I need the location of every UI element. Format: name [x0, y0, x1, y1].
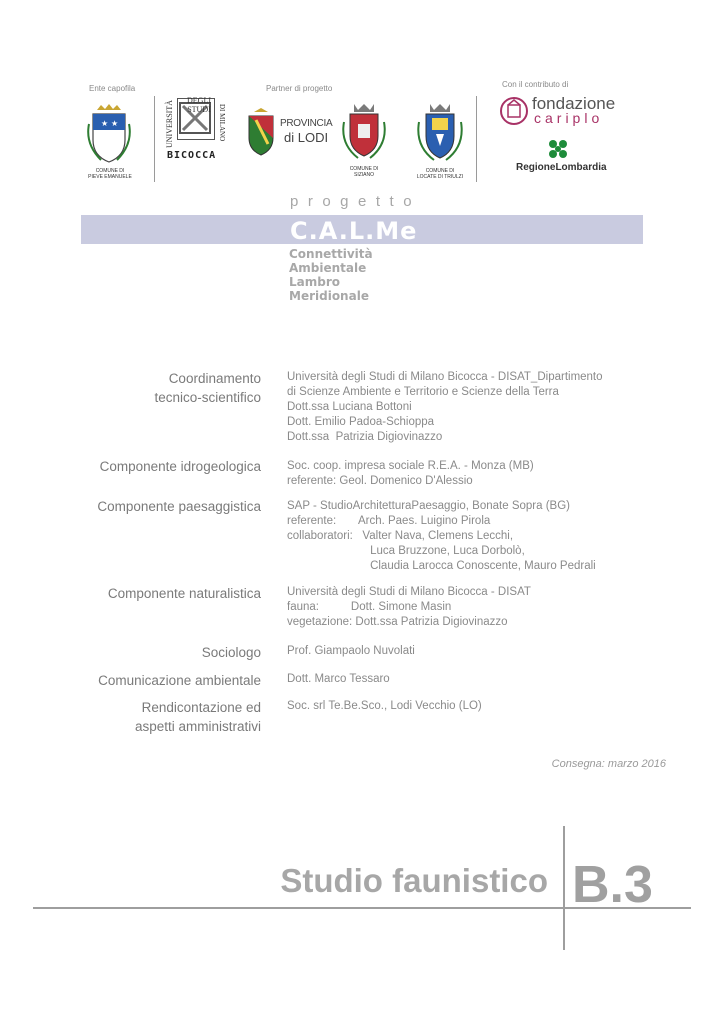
locate-triulzi-crest-icon — [414, 102, 466, 162]
project-word: progetto — [290, 193, 422, 210]
project-line: Ambientale — [289, 261, 367, 275]
project-line: Lambro — [289, 275, 340, 289]
credit-info: Dott. Marco Tessaro — [287, 673, 390, 685]
regione-lombardia-rose-icon — [547, 138, 569, 160]
credit-role: Rendicontazione ed aspetti amministrativi — [134, 700, 261, 734]
siziano-crest-icon — [340, 102, 388, 160]
credit-info: Prof. Giampaolo Nuvolati — [287, 645, 415, 657]
provincia-lodi-crest-icon — [246, 108, 276, 158]
project-acronym: C.A.L.Me — [290, 217, 418, 245]
project-line: Connettività — [289, 247, 373, 261]
delivery-date: Consegna: marzo 2016 — [551, 758, 666, 770]
fondazione-cariplo-icon — [499, 95, 529, 127]
svg-text:★: ★ — [101, 119, 109, 128]
contribution-label: Con il contributo di — [502, 80, 569, 89]
credit-role: Componente naturalistica — [107, 586, 261, 601]
header-divider — [154, 96, 155, 182]
credit-info: Università degli Studi di Milano Bicocca - DISAT fauna: Dott. Simone Masin vegetazione: Dott.ssa Patrizia Digiovinazzo — [287, 586, 531, 628]
locate-caption: COMUNE DI LOCATE DI TRIULZI — [416, 168, 464, 180]
regione-text: RegioneLombardia — [516, 162, 607, 173]
provincia-line2: di LODI — [284, 130, 329, 145]
university-logo: UNIVERSITÀ DEGLI STUDI DI MILANO BICOCCA — [165, 96, 226, 161]
fondazione-text: fondazione — [532, 94, 616, 113]
credit-role: Coordinamento tecnico-scientifico — [154, 371, 261, 405]
pieve-caption: COMUNE DI PIEVE EMANUELE — [88, 168, 132, 180]
credit-role: Comunicazione ambientale — [98, 673, 261, 688]
credit-role: Componente idrogeologica — [99, 459, 261, 474]
credit-role: Sociologo — [201, 645, 261, 660]
credit-role: Componente paesaggistica — [97, 499, 261, 514]
pieve-emanuele-crest-icon — [85, 104, 133, 166]
provincia-line1: PROVINCIA — [280, 118, 333, 129]
header-divider — [476, 96, 477, 182]
partner-label: Partner di progetto — [266, 84, 333, 93]
cariplo-text: cariplo — [534, 110, 604, 126]
svg-text:★: ★ — [111, 119, 119, 128]
siziano-caption: COMUNE DI SIZIANO — [349, 166, 379, 178]
credit-info: Soc. coop. impresa sociale R.E.A. - Monza (MB) referente: Geol. Domenico D'Alessio — [287, 460, 534, 487]
credit-info: Università degli Studi di Milano Bicocca - DISAT_Dipartimento di Scienze Ambiente e Territorio e Scienze della Terra Dott.ssa Luciana Bottoni Dott. Emilio Padoa-Schioppa Dott.ssa Patrizia Digiovinazzo — [287, 371, 603, 443]
study-title: Studio faunistico — [280, 862, 548, 899]
lead-partner-label: Ente capofila — [89, 84, 136, 93]
credit-info: SAP - StudioArchitetturaPaesaggio, Bonate Sopra (BG) referente: Arch. Paes. Luigino Pirola collaboratori: Valter Nava, Clemens Lecchi, Luca Bruzzone, Luca Dorbolò, Claudia Larocca Conoscente, Mauro Pedrali — [287, 500, 596, 572]
credit-info: Soc. srl Te.Be.Sco., Lodi Vecchio (LO) — [287, 700, 482, 712]
footer-divider — [563, 826, 565, 950]
study-code: B.3 — [572, 856, 653, 914]
project-line: Meridionale — [289, 289, 369, 303]
